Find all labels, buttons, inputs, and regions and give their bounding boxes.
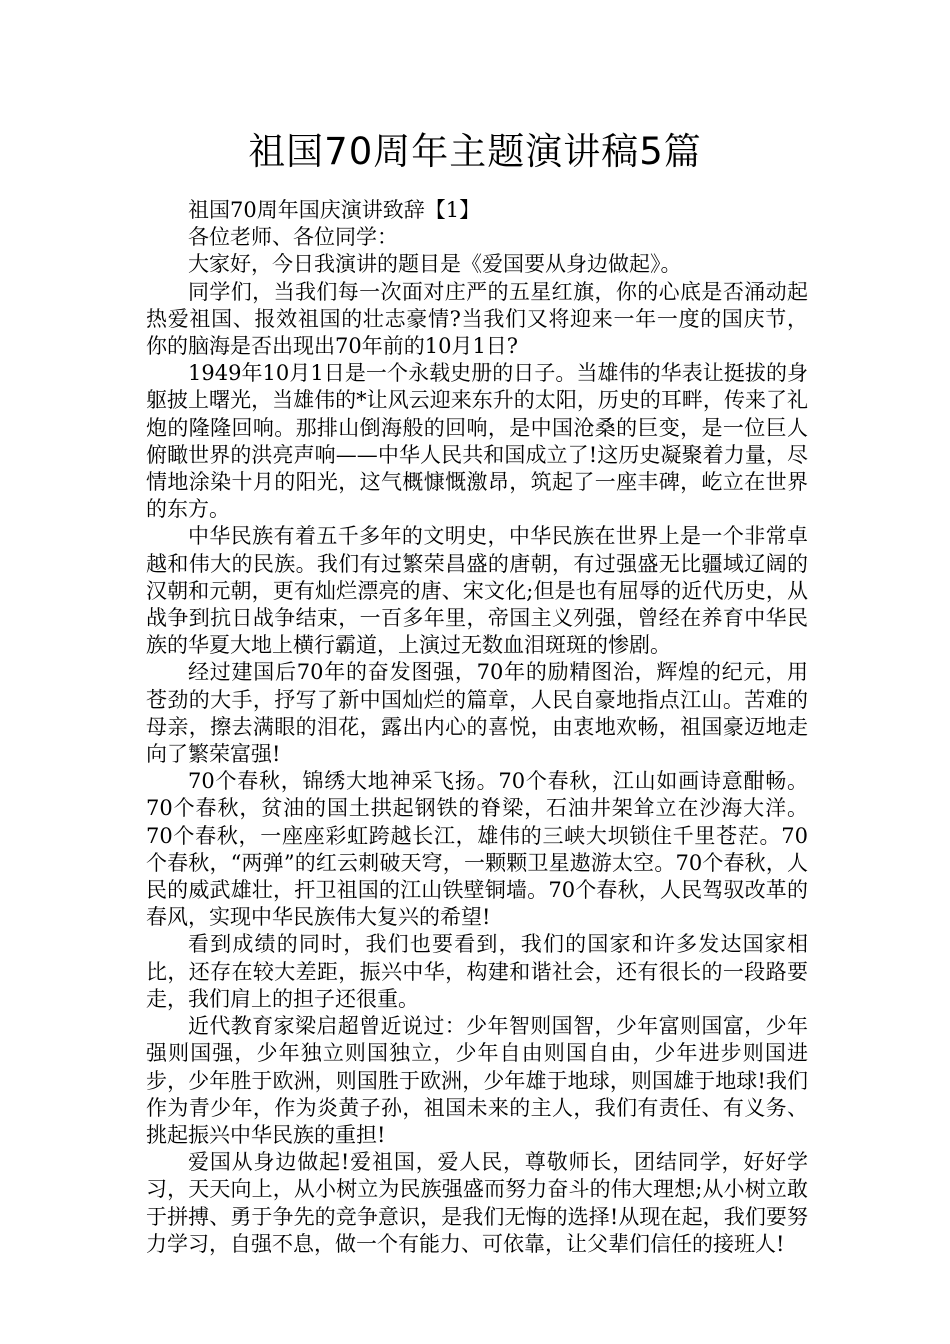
paragraph: 经过建国后70年的奋发图强，70年的励精图治，辉煌的纪元，用苍劲的大手，抒写了新中国灿烂的篇章，人民自豪地指点江山。苦难的母亲，擦去满眼的泪花，露出内心的喜悦，由衷地欢畅，祖国豪迈地走向了繁荣富强! bbox=[146, 660, 808, 767]
paragraph-heading: 祖国70周年国庆演讲致辞【1】 bbox=[188, 198, 481, 222]
paragraph: 1949年10月1日是一个永载史册的日子。当雄伟的华表让挺拔的身躯披上曙光，当雄伟的*让风云迎来东升的太阳，历史的耳畔，传来了礼炮的隆隆回响。那排山倒海般的回响，是中国沧桑的巨变，是一位巨人俯瞰世界的洪亮声响——中华人民共和国成立了!这历史凝聚着力量，尽情地涂染十月的阳光，这气概慷慨激昂，筑起了一座丰碑，屹立在世界的东方。 bbox=[146, 361, 808, 522]
paragraph-greeting: 大家好，今日我演讲的题目是《爱国要从身边做起》。 bbox=[188, 252, 682, 277]
paragraph: 70个春秋，锦绣大地神采飞扬。70个春秋，江山如画诗意酣畅。70个春秋，贫油的国土拱起钢铁的脊梁，石油井架耸立在沙海大洋。70个春秋，一座座彩虹跨越长江，雄伟的三峡大坝锁住千里苍茫。70个春秋，“两弹”的红云刺破天穹，一颗颗卫星遨游太空。70个春秋，人民的威武雄壮，扞卫祖国的江山铁壁铜墙。70个春秋，人民驾驭改革的春风，实现中华民族伟大复兴的希望! bbox=[146, 769, 808, 930]
paragraph: 中华民族有着五千多年的文明史，中华民族在世界上是一个非常卓越和伟大的民族。我们有过繁荣昌盛的唐朝，有过强盛无比疆域辽阔的汉朝和元朝，更有灿烂漂亮的唐、宋文化;但是也有屈辱的近代历史，从战争到抗日战争结束，一百多年里，帝国主义列强，曾经在养育中华民族的华夏大地上横行霸道，上演过无数血泪斑斑的惨剧。 bbox=[146, 524, 808, 658]
paragraph: 看到成绩的同时，我们也要看到，我们的国家和许多发达国家相比，还存在较大差距，振兴中华，构建和谐社会，还有很长的一段路要走，我们肩上的担子还很重。 bbox=[146, 932, 808, 1011]
paragraph: 近代教育家梁启超曾近说过：少年智则国智，少年富则国富，少年强则国强，少年独立则国独立，少年自由则国自由，少年进步则国进步，少年胜于欧洲，则国胜于欧洲，少年雄于地球，则国雄于地球!我们作为青少年，作为炎黄子孙，祖国未来的主人，我们有责任、有义务、挑起振兴中华民族的重担! bbox=[146, 1014, 808, 1147]
document-title: 祖国70周年主题演讲稿5篇 bbox=[248, 130, 702, 173]
document-body bbox=[146, 197, 808, 1258]
paragraph: 同学们，当我们每一次面对庄严的五星红旗，你的心底是否涌动起热爱祖国、报效祖国的壮志豪情?当我们又将迎来一年一度的国庆节，你的脑海是否出现出70年前的10月1日? bbox=[146, 279, 808, 359]
paragraph-salutation: 各位老师、各位同学： bbox=[188, 225, 398, 250]
paragraph: 爱国从身边做起!爱祖国，爱人民，尊敬师长，团结同学，好好学习，天天向上，从小树立为民族强盛而努力奋斗的伟大理想;从小树立敢于拼搏、勇于争先的竞争意识，是我们无悔的选择!从现在起，我们要努力学习，自强不息，做一个有能力、可依靠，让父辈们信任的接班人! bbox=[146, 1150, 808, 1256]
